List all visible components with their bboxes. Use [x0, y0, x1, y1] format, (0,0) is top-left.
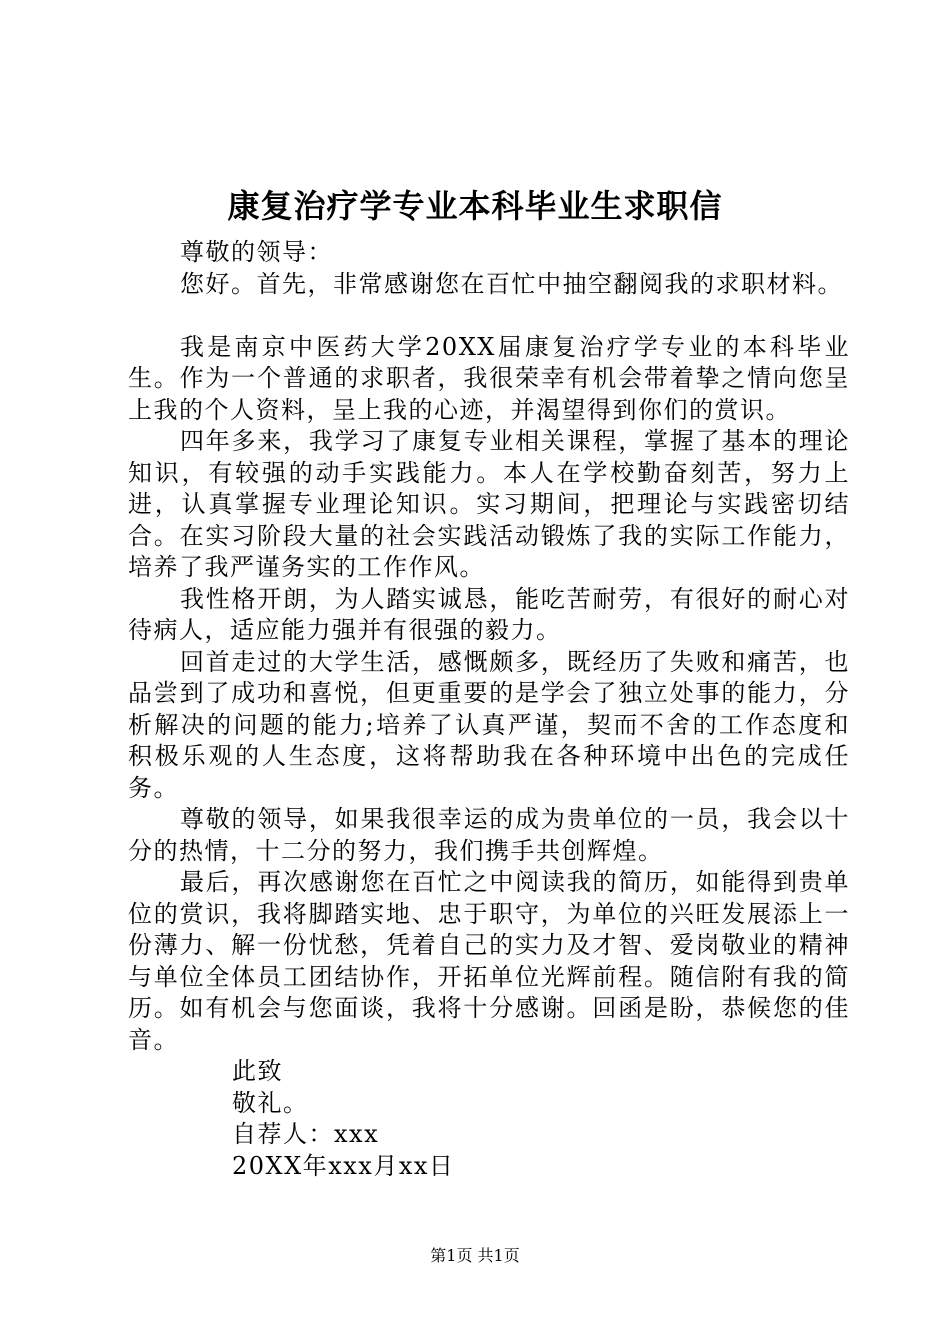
signature-line: 自荐人：xxx: [232, 1120, 380, 1148]
paragraph-6: 最后，再次感谢您在百忙之中阅读我的简历，如能得到贵单位的赏识，我将脚踏实地、忠于职守，为单位的兴旺发展添上一份薄力、解一份忧愁，凭着自己的实力及才智、爱岗敬业的精神与单位全体员工团结协作，开拓单位光辉前程。随信附有我的简历。如有机会与您面谈，我将十分感谢。回函是盼，恭候您的佳音。: [128, 868, 850, 1054]
closing-line-1: 此致: [232, 1057, 283, 1085]
date-line: 20XX年xxx月xx日: [232, 1151, 455, 1180]
closing-line-2: 敬礼。: [232, 1088, 309, 1117]
blank-line: [128, 300, 850, 332]
paragraph-1: 我是南京中医药大学20XX届康复治疗学专业的本科毕业生。作为一个普通的求职者，我很荣幸有机会带着挚之情向您呈上我的个人资料，呈上我的心迹，并渴望得到你们的赏识。: [128, 332, 850, 424]
paragraph-5: 尊敬的领导，如果我很幸运的成为贵单位的一员，我会以十分的热情，十二分的努力，我们携手共创辉煌。: [128, 805, 850, 865]
letter-body: [128, 237, 850, 1182]
document-title: 康复治疗学专业本科毕业生求职信: [227, 187, 723, 225]
greeting: 您好。首先，非常感谢您在百忙中抽空翻阅我的求职材料。: [180, 269, 843, 298]
page-footer: 第1页 共1页: [430, 1246, 520, 1265]
paragraph-4: 回首走过的大学生活，感慨颇多，既经历了失败和痛苦，也品尝到了成功和喜悦，但更重要的是学会了独立处事的能力，分析解决的问题的能力;培养了认真严谨，契而不舍的工作态度和积极乐观的人生态度，这将帮助我在各种环境中出色的完成任务。: [128, 647, 850, 802]
paragraph-2: 四年多来，我学习了康复专业相关课程，掌握了基本的理论知识，有较强的动手实践能力。本人在学校勤奋刻苦，努力上进，认真掌握专业理论知识。实习期间，把理论与实践密切结合。在实习阶段大量的社会实践活动锻炼了我的实际工作能力，培养了我严谨务实的工作作风。: [128, 427, 850, 581]
paragraph-3: 我性格开朗，为人踏实诚恳，能吃苦耐劳，有很好的耐心对待病人，适应能力强并有很强的毅力。: [128, 584, 850, 644]
salutation: 尊敬的领导：: [180, 238, 333, 266]
